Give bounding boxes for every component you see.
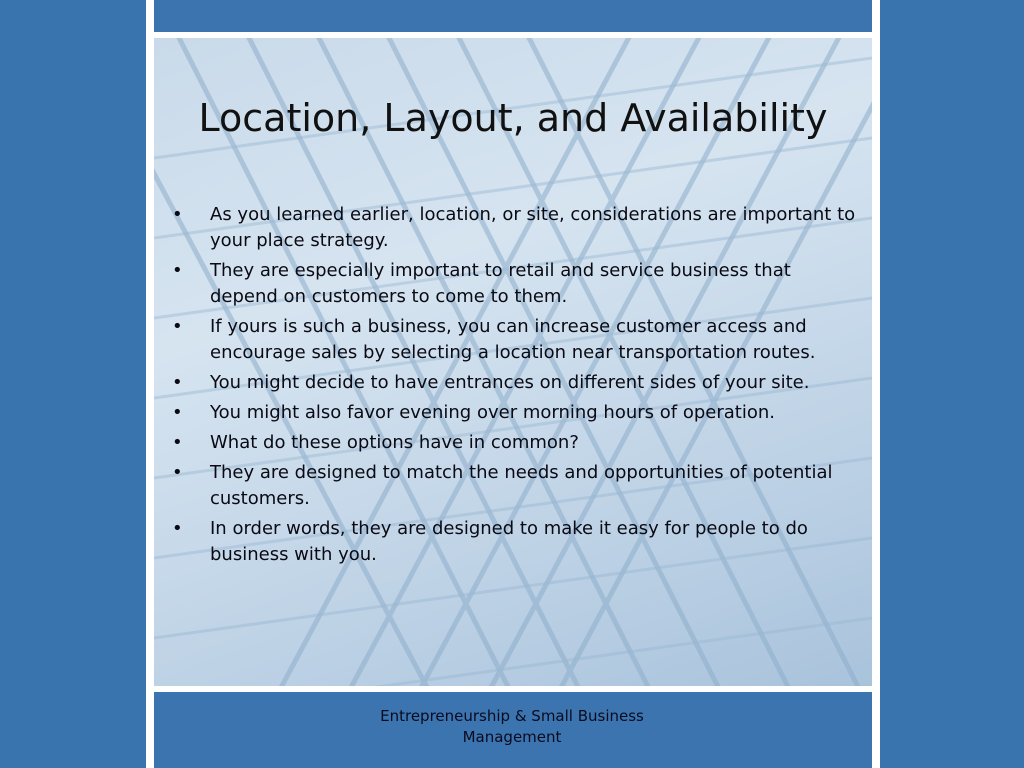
right-side-band xyxy=(880,0,1024,768)
left-white-rule xyxy=(146,0,154,768)
bullet-item: • If yours is such a business, you can increase customer access and encourage sales by selecting a location near transportation routes. xyxy=(164,314,864,366)
bullet-item: • As you learned earlier, location, or site, considerations are important to your place strategy. xyxy=(164,202,864,254)
bullet-item: • You might decide to have entrances on different sides of your site. xyxy=(164,370,864,396)
slide-content-panel xyxy=(154,38,872,686)
bullet-item: • What do these options have in common? xyxy=(164,430,864,456)
slide-title: Location, Layout, and Availability xyxy=(198,96,828,140)
bullet-item: • You might also favor evening over morning hours of operation. xyxy=(164,400,864,426)
top-band xyxy=(154,0,872,32)
left-side-band xyxy=(0,0,146,768)
footer-text: Entrepreneurship & Small Business Management xyxy=(380,707,644,746)
bullet-list xyxy=(164,202,864,572)
bullet-item: • They are designed to match the needs and opportunities of potential customers. xyxy=(164,460,864,512)
right-white-rule xyxy=(872,0,880,768)
bullet-item: • In order words, they are designed to make it easy for people to do business with you. xyxy=(164,516,864,568)
bullet-item: • They are especially important to retail and service business that depend on customers to come to them. xyxy=(164,258,864,310)
